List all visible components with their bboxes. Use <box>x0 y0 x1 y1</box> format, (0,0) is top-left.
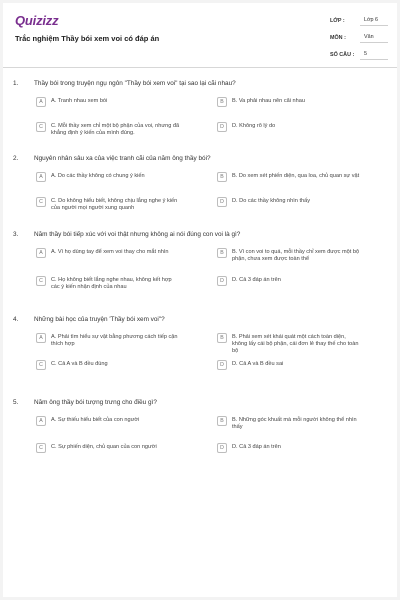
option-text <box>232 122 275 130</box>
option-text <box>232 172 359 180</box>
option-text-line: khẳng định ý kiến của mình đúng. <box>51 130 135 137</box>
option-text-line: C. Mỗi thầy xem chỉ một bộ phận của voi, nhưng đã <box>51 123 180 129</box>
option-b[interactable] <box>217 248 389 263</box>
option-letter-box[interactable]: A <box>36 97 46 107</box>
question-text: Những bài học của truyện 'Thầy bói xem voi"? <box>34 316 165 323</box>
option-letter-box[interactable]: D <box>217 276 227 286</box>
meta-row-count <box>330 48 388 61</box>
option-c[interactable] <box>36 360 221 370</box>
worksheet-meta <box>330 14 388 65</box>
option-text <box>51 416 139 424</box>
meta-value: Lớp 6 <box>360 15 388 26</box>
option-c[interactable] <box>36 197 221 212</box>
worksheet-page <box>3 3 397 597</box>
option-letter-box[interactable]: C <box>36 122 46 132</box>
option-text <box>51 333 178 348</box>
option-text <box>51 443 157 451</box>
option-c[interactable] <box>36 276 221 291</box>
option-text <box>51 172 145 180</box>
option-text <box>232 197 310 205</box>
meta-row-subject <box>330 31 388 44</box>
option-b[interactable] <box>217 416 389 431</box>
option-text-line: C. Sự phiến diện, chủ quan của con người <box>51 444 157 450</box>
option-letter-box[interactable]: A <box>36 248 46 258</box>
question-number: 2. <box>13 155 19 162</box>
question-number: 3. <box>13 231 19 238</box>
option-letter-box[interactable]: B <box>217 416 227 426</box>
option-text <box>51 197 177 212</box>
option-a[interactable] <box>36 248 221 258</box>
option-text <box>232 97 305 105</box>
option-text-line: D. Cả A và B đều sai <box>232 361 284 367</box>
option-text-line: C. Do không hiểu biết, không chịu lắng nghe ý kiến <box>51 198 178 204</box>
question-text: Năm ông thầy bói tượng trưng cho điều gì? <box>34 399 157 406</box>
quizizz-logo: Quizizz <box>15 13 59 28</box>
option-d[interactable] <box>217 360 389 370</box>
option-text-line: C. Họ không biết lắng nghe nhau, không kết hợp <box>51 277 172 283</box>
question-number: 5. <box>13 399 19 406</box>
option-c[interactable] <box>36 122 221 137</box>
option-a[interactable] <box>36 97 221 107</box>
option-letter-box[interactable]: B <box>217 333 227 343</box>
option-text-line: A. Tranh nhau xem bói <box>51 98 108 104</box>
option-text-line: B. Va phải nhau nên cãi nhau <box>232 98 305 104</box>
option-letter-box[interactable]: B <box>217 248 227 258</box>
option-d[interactable] <box>217 443 389 453</box>
option-letter-box[interactable]: A <box>36 333 46 343</box>
option-text <box>51 122 179 137</box>
option-d[interactable] <box>217 122 389 132</box>
meta-value: 5 <box>360 49 388 60</box>
option-text <box>232 276 281 284</box>
option-letter-box[interactable]: B <box>217 97 227 107</box>
question-text: Thầy bói trong truyện ngụ ngôn "Thầy bói xem voi" tại sao lại cãi nhau? <box>34 80 236 87</box>
option-letter-box[interactable]: D <box>217 443 227 453</box>
meta-row-class <box>330 14 388 27</box>
option-text-line: D. Cả 3 đáp án trên <box>232 277 281 283</box>
option-text-line: D. Do các thầy không nhìn thấy <box>232 198 311 204</box>
question-text: Năm thầy bói tiếp xúc với voi thật nhưng không ai nói đúng con voi là gì? <box>34 231 241 238</box>
option-text-line: B. Phải xem xét khái quát một cách toàn diện, <box>232 334 346 340</box>
option-text <box>232 443 281 451</box>
option-letter-box[interactable]: D <box>217 360 227 370</box>
option-letter-box[interactable]: A <box>36 416 46 426</box>
option-text <box>232 360 283 368</box>
question-number: 1. <box>13 80 19 87</box>
option-b[interactable] <box>217 172 389 182</box>
meta-label: SỐ CÂU : <box>330 51 355 58</box>
meta-label: LỚP : <box>330 17 345 24</box>
option-a[interactable] <box>36 333 221 348</box>
option-text-line: B. Do xem xét phiến diện, qua loa, chủ quan sự vật <box>232 173 360 179</box>
option-text-line: bộ <box>232 348 239 355</box>
option-letter-box[interactable]: C <box>36 276 46 286</box>
option-text-line: A. Do các thầy không có chung ý kiến <box>51 173 145 179</box>
option-text-line: D. Cả 3 đáp án trên <box>232 444 281 450</box>
option-a[interactable] <box>36 172 221 182</box>
option-text-line: B. Những góc khuất mà mỗi người không thể nhìn <box>232 417 357 423</box>
option-text-line: A. Phải tìm hiểu sự vật bằng phương cách tiếp cận <box>51 334 178 340</box>
option-text-line: A. Sự thiếu hiểu biết của con người <box>51 417 140 423</box>
option-text-line: thích hợp <box>51 341 75 348</box>
option-letter-box[interactable]: A <box>36 172 46 182</box>
option-text-line: C. Cả A và B đều đúng <box>51 361 108 367</box>
option-text <box>232 416 357 431</box>
worksheet-title: Trắc nghiệm Thầy bói xem voi có đáp án <box>15 34 160 43</box>
option-text-line: các ý kiến nhận định của nhau <box>51 284 127 291</box>
option-d[interactable] <box>217 276 389 286</box>
meta-label: MÔN : <box>330 34 346 41</box>
option-d[interactable] <box>217 197 389 207</box>
option-text <box>51 276 172 291</box>
option-text <box>51 97 107 105</box>
question-number: 4. <box>13 316 19 323</box>
option-text-line: D. Không rõ lý do <box>232 123 276 129</box>
option-text-line: B. Vì con voi to quá, mỗi thầy chỉ xem được một bộ <box>232 249 360 255</box>
option-text-line: thấy <box>232 424 243 431</box>
meta-value: Văn <box>360 32 388 43</box>
option-letter-box[interactable]: D <box>217 197 227 207</box>
option-c[interactable] <box>36 443 221 453</box>
option-text <box>51 248 169 256</box>
option-text <box>232 248 359 263</box>
option-b[interactable] <box>217 97 389 107</box>
option-text-line: phận, chưa xem được toàn thể <box>232 256 310 263</box>
option-text-line: A. Vì họ dùng tay để xem voi thay cho mắt nhìn <box>51 249 169 255</box>
option-b[interactable] <box>217 333 389 356</box>
option-letter-box[interactable]: C <box>36 197 46 207</box>
option-letter-box[interactable]: D <box>217 122 227 132</box>
option-text-line: không lấy cái bộ phận, cái đơn lẻ thay thế cho toàn <box>232 341 359 348</box>
option-text-line: của người mọi người xung quanh <box>51 205 135 212</box>
option-text <box>51 360 108 368</box>
option-a[interactable] <box>36 416 221 426</box>
option-letter-box[interactable]: C <box>36 443 46 453</box>
question-text: Nguyên nhân sâu xa của việc tranh cãi của năm ông thầy bói? <box>34 155 211 162</box>
header-divider <box>3 67 397 68</box>
option-text <box>232 333 359 356</box>
option-letter-box[interactable]: C <box>36 360 46 370</box>
option-letter-box[interactable]: B <box>217 172 227 182</box>
